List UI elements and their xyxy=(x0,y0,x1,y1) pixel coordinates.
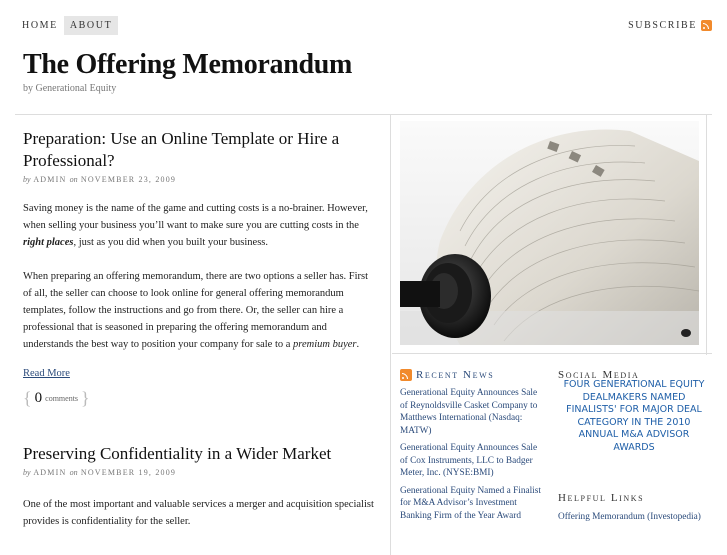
meta-on: on xyxy=(69,175,78,184)
post-author[interactable]: ADMIN xyxy=(33,468,67,477)
post-meta xyxy=(23,468,378,477)
post-text: Saving money is the name of the game and cutting costs is a no-brainer. However, when selling your business you’ll want to make sure you are cutting costs in the xyxy=(23,203,368,231)
social-media-widget xyxy=(558,369,710,524)
post-date: NOVEMBER 23, 2009 xyxy=(80,175,177,184)
post-text: When preparing an offering memorandum, there are two options a seller has. First of all, the seller can choose to look online for general offering memorandum templates, follow the instructions and go from there. Or, the seller can hire a professional that is seasoned in preparing the offering memorandum and understands the best way to position your company for sale to a xyxy=(23,271,369,350)
nav-about-link[interactable]: ABOUT xyxy=(64,16,118,35)
post-author[interactable]: ADMIN xyxy=(33,175,67,184)
divider xyxy=(706,115,707,355)
featured-image xyxy=(400,121,699,345)
helpful-links-list xyxy=(558,511,710,524)
social-media-title: Social Media xyxy=(558,369,640,381)
post-paragraph xyxy=(23,268,378,353)
post-text: , just as you did when you built your business. xyxy=(73,237,269,248)
list-item[interactable]: Generational Equity Announces Sale of Reynoldsville Casket Company to Matthews International (Nasdaq: MATW) xyxy=(400,388,538,436)
top-nav xyxy=(16,16,118,35)
site-tagline: by Generational Equity xyxy=(23,83,117,94)
meta-by: by xyxy=(23,468,31,477)
recent-news-list xyxy=(400,387,546,522)
comment-count-number[interactable]: 0 xyxy=(34,390,43,406)
meta-by: by xyxy=(23,175,31,184)
list-item[interactable]: Offering Memorandum (Investopedia) xyxy=(558,512,701,522)
rolodex-illustration xyxy=(400,121,699,345)
social-media-link[interactable]: FOUR GENERATIONAL EQUITY DEALMAKERS NAMED FINALISTS' FOR MAJOR DEAL CATEGORY IN THE 2010 ANNUAL M&A ADVISOR AWARDS xyxy=(563,379,705,453)
recent-news-heading[interactable] xyxy=(400,369,546,381)
read-more-link[interactable]: Read More xyxy=(23,368,70,379)
post-paragraph xyxy=(23,200,378,251)
subscribe-link[interactable] xyxy=(628,20,712,31)
brace-left: { xyxy=(23,388,32,408)
post-emphasis: premium buyer xyxy=(293,339,357,350)
list-item[interactable]: Generational Equity Named a Finalist for M&A Advisor’s Investment Banking Firm of the Year Award xyxy=(400,485,541,521)
post xyxy=(23,128,378,409)
main-content xyxy=(15,115,391,555)
subscribe-label[interactable]: SUBSCRIBE xyxy=(628,20,697,31)
comment-count[interactable] xyxy=(23,388,378,409)
meta-on: on xyxy=(69,468,78,477)
post-emphasis: right places xyxy=(23,237,74,248)
helpful-links-heading xyxy=(558,492,710,504)
comment-count-label[interactable]: comments xyxy=(45,394,79,403)
list-item[interactable]: Generational Equity Announces Sale of Cox Instruments, LLC to Badger Meter, Inc. (NYSE:BMI) xyxy=(400,443,538,478)
post xyxy=(23,443,378,530)
post-paragraph: One of the most important and valuable services a merger and acquisition specialist provides is confidentiality for the seller. xyxy=(23,499,374,527)
nav-home-link[interactable]: HOME xyxy=(22,20,58,31)
post-date: NOVEMBER 19, 2009 xyxy=(80,468,177,477)
brace-right: } xyxy=(81,388,90,408)
recent-news-title[interactable]: Recent News xyxy=(416,369,495,381)
rss-icon[interactable] xyxy=(701,20,712,31)
post-meta xyxy=(23,175,378,184)
helpful-links-title: Helpful Links xyxy=(558,492,645,504)
divider xyxy=(392,353,712,354)
site-title[interactable]: The Offering Memorandum xyxy=(23,49,353,80)
post-text: . xyxy=(356,339,360,350)
recent-news-widget xyxy=(400,369,546,522)
rss-icon[interactable] xyxy=(400,369,412,381)
post-title[interactable]: Preparation: Use an Online Template or Hire a Professional? xyxy=(23,129,340,170)
post-title[interactable]: Preserving Confidentiality in a Wider Market xyxy=(23,444,332,463)
